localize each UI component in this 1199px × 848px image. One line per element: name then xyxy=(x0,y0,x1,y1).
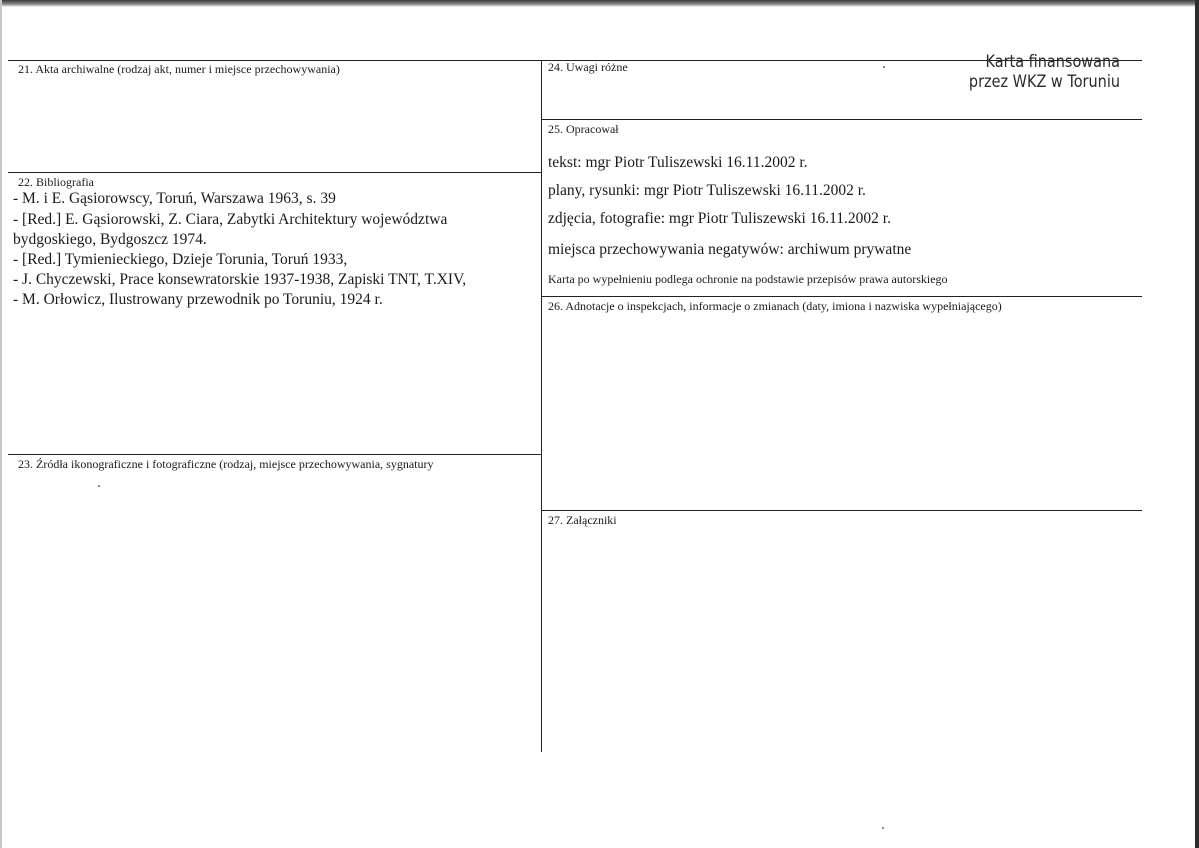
rule-21-22 xyxy=(8,172,541,173)
section-25-label: 25. Opracował xyxy=(548,122,619,136)
rule-26-27 xyxy=(542,510,1142,511)
bibliography-entry: - [Red.] E. Gąsiorowski, Z. Ciara, Zabytki Architektury województwa xyxy=(13,211,448,228)
bibliography-entry: bydgoskiego, Bydgoszcz 1974. xyxy=(13,231,207,248)
bibliography-entry: - J. Chyczewski, Prace konsewratorskie 1937-1938, Zapiski TNT, T.XIV, xyxy=(13,271,467,288)
bibliography-entry: - M. Orłowicz, Ilustrowany przewodnik po Toruniu, 1924 r. xyxy=(13,291,383,308)
rule-24-25 xyxy=(542,119,1142,120)
section-24-label: 24. Uwagi różne xyxy=(548,60,628,74)
rule-22-23 xyxy=(8,454,541,455)
funding-stamp xyxy=(959,52,1121,92)
scan-speck xyxy=(98,485,100,487)
author-photos: zdjęcia, fotografie: mgr Piotr Tuliszewski 16.11.2002 r. xyxy=(548,210,891,227)
scan-top-edge xyxy=(0,0,1199,7)
scan-right-edge xyxy=(1195,0,1199,848)
scan-speck xyxy=(882,827,884,829)
scan-left-edge xyxy=(0,0,2,848)
scan-speck xyxy=(883,66,885,68)
bibliography-entry: - [Red.] Tymienieckiego, Dzieje Torunia, Toruń 1933, xyxy=(13,251,348,268)
rule-25-26 xyxy=(542,296,1142,297)
column-divider xyxy=(541,60,542,752)
section-22-label: 22. Bibliografia xyxy=(18,175,94,189)
author-text: tekst: mgr Piotr Tuliszewski 16.11.2002 r. xyxy=(548,154,808,171)
section-27-label: 27. Załączniki xyxy=(548,513,617,527)
section-23-label: 23. Źródła ikonograficzne i fotograficzne (rodzaj, miejsce przechowywania, sygnatury xyxy=(18,457,434,471)
section-26-label: 26. Adnotacje o inspekcjach, informacje o zmianach (daty, imiona i nazwiska wypełniającego) xyxy=(548,299,1002,313)
bibliography-entry: - M. i E. Gąsiorowscy, Toruń, Warszawa 1963, s. 39 xyxy=(13,190,336,207)
section-21-label: 21. Akta archiwalne (rodzaj akt, numer i miejsce przechowywania) xyxy=(18,62,340,76)
author-plans: plany, rysunki: mgr Piotr Tuliszewski 16.11.2002 r. xyxy=(548,182,866,199)
copyright-note: Karta po wypełnieniu podlega ochronie na podstawie przepisów prawa autorskiego xyxy=(548,272,948,286)
stamp-line-1: Karta finansowana xyxy=(985,52,1120,72)
negatives-location: miejsca przechowywania negatywów: archiwum prywatne xyxy=(548,241,912,258)
stamp-line-2: przez WKZ w Toruniu xyxy=(968,72,1120,92)
